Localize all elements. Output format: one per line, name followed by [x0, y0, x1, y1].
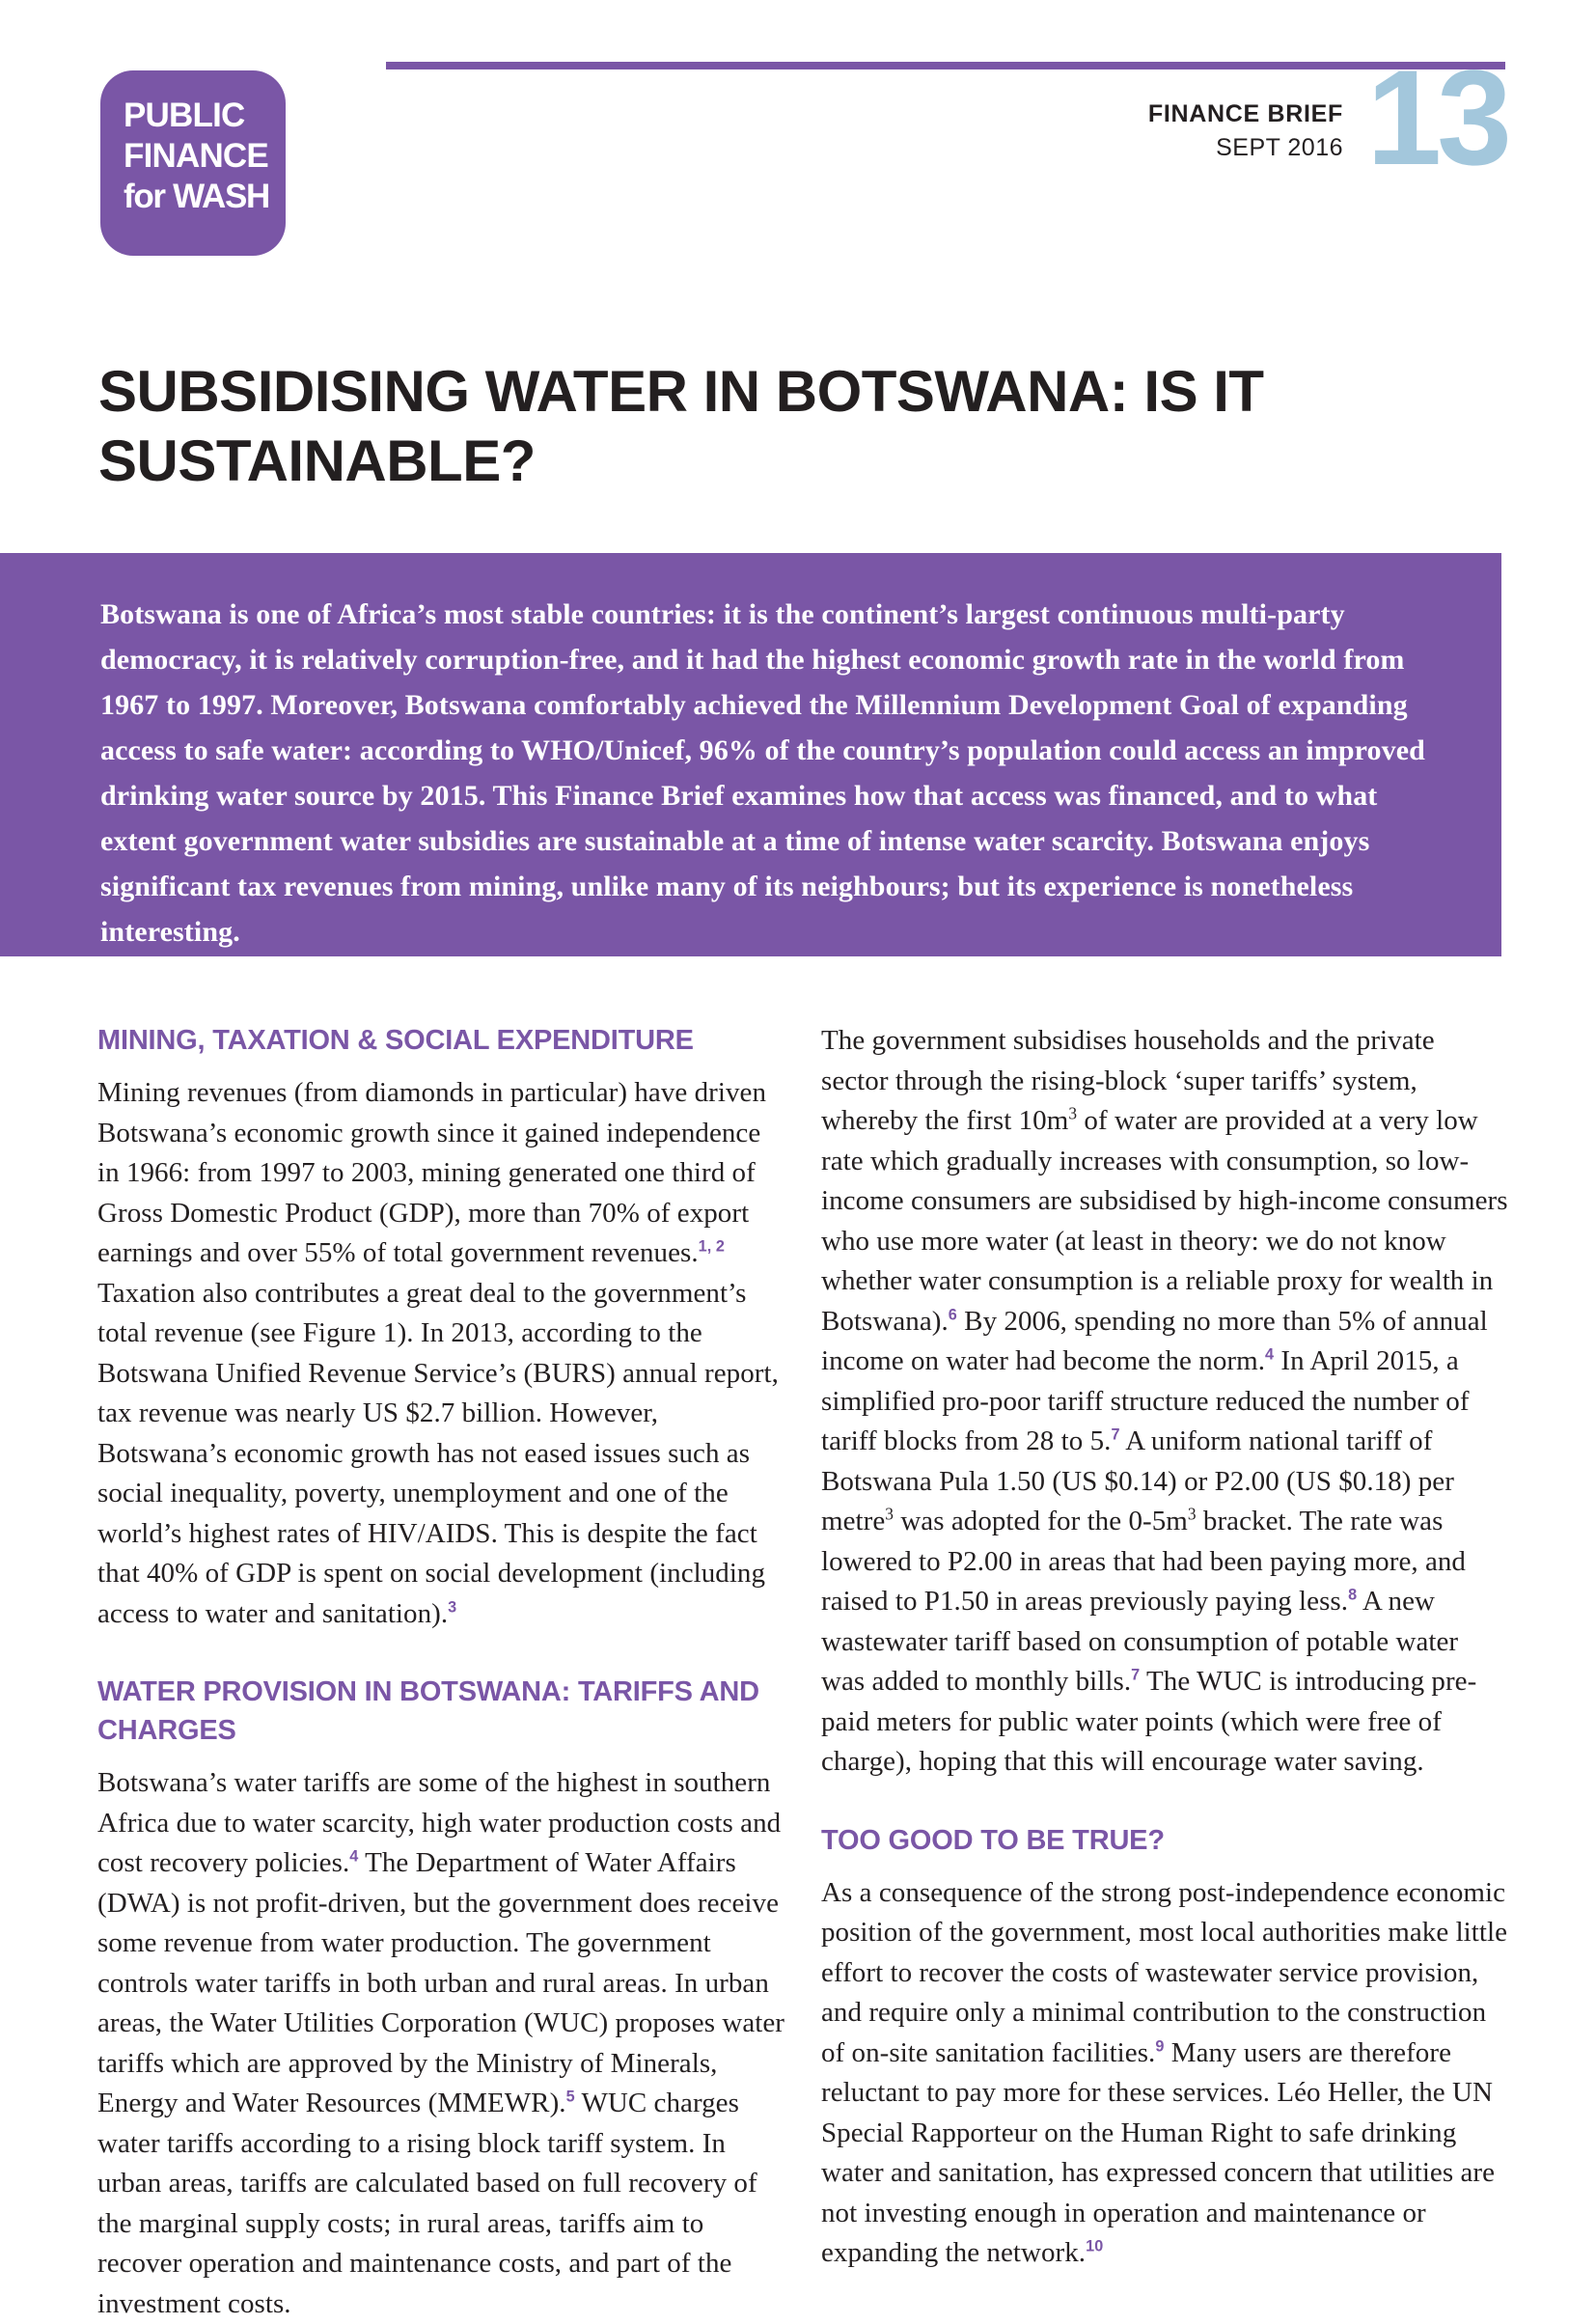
logo-line-public: PUBLIC [124, 97, 245, 134]
reference-marker[interactable]: 10 [1086, 2237, 1104, 2255]
abstract-band [0, 553, 1501, 956]
paragraph-text: Taxation also contributes a great deal to the government’s total revenue (see Figure 1). In 2013, according to the Botswana Unified Revenue Service’s (BURS) annual report, tax revenue was nearly US $2.7 billion. However, Botswana’s economic growth has not eased issues such as social inequality, poverty, unemployment and one of the world’s highest rates of HIV/AIDS. This is despite the fact that 40% of GDP is spent on social development (including access to water and sanitation). [97, 1277, 779, 1629]
paragraph-text: By 2006, spending no more than 5% of annual income on water had become the norm. [821, 1305, 1488, 1376]
paragraph-text: The government subsidises households and the private sector through the rising-block ‘super tariffs’ system, whereby the first 10m [821, 1025, 1435, 1136]
abstract-text: Botswana is one of Africa’s most stable countries: it is the continent’s largest continuous multi-party democracy, it is relatively corruption-free, and it had the highest economic growth rate in the world from 1967 to 1997. Moreover, Botswana comfortably achieved the Millennium Development Goal of expanding access to safe water: according to WHO/Unicef, 96% of the country’s population could access an improved drinking water source by 2015. This Finance Brief examines how that access was financed, and to what extent government water subsidies are sustainable at a time of intense water scarcity. Botswana enjoys significant tax revenues from mining, unlike many of its neighbours; but its experience is nonetheless interesting. [100, 598, 1425, 948]
reference-marker[interactable]: 4 [349, 1847, 359, 1866]
section-heading-mining-taxation-social-expenditure: MINING, TAXATION & SOCIAL EXPENDITURE [97, 1025, 694, 1056]
brief-label: FINANCE BRIEF [1147, 100, 1343, 127]
brief-meta [1148, 99, 1343, 162]
paragraph-text: As a consequence of the strong post-independence economic position of the government, most local authorities make little effort to recover the costs of wastewater service provision, and require only a minimal contribution to the construction of on-site sanitation facilities. [821, 1876, 1508, 2068]
page-header [0, 0, 1596, 494]
paragraph-text: In April 2015, a simplified pro-poor tariff structure reduced the number of tariff blocks from 28 to 5. [821, 1345, 1470, 1456]
paragraph-water-tariffs [97, 1763, 784, 2324]
reference-marker[interactable]: 3 [448, 1597, 457, 1616]
paragraph-text: bracket. The rate was lowered to P2.00 in areas that had been paying more, and raised to P1.50 in areas previously paying less. [821, 1506, 1466, 1617]
paragraph-text: was adopted for the 0-5m [894, 1506, 1188, 1536]
reference-marker[interactable]: 6 [948, 1305, 957, 1323]
paragraph-cost-recovery [821, 1873, 1508, 2274]
section-heading-water-provision-tariffs-charges: WATER PROVISION IN BOTSWANA: TARIFFS AND CHARGES [97, 1676, 759, 1746]
cubic-metre-exponent: 3 [1187, 1504, 1197, 1524]
reference-marker[interactable]: 1, 2 [698, 1237, 725, 1256]
paragraph-text: WUC charges water tariffs according to a rising block tariff system. In urban areas, tariffs are calculated based on full recovery of the marginal supply costs; in rural areas, tariffs aim to recover operation and maintenance costs, and part of the investment costs. [97, 2088, 757, 2319]
paragraph-government-subsidies [821, 1021, 1508, 1783]
paragraph-text: A new wastewater tariff based on consumption of potable water was added to monthly bills. [821, 1586, 1459, 1697]
paragraph-text: of water are provided at a very low rate which gradually increases with consumption, so low-income consumers are subsidised by high-income consumers who use more water (at least in theory: we do not know whether water consumption is a reliable proxy for wealth in Botswana). [821, 1105, 1508, 1337]
right-column [821, 1021, 1508, 2274]
page-title: SUBSIDISING WATER IN BOTSWANA: IS IT SUSTAINABLE? [98, 359, 1264, 494]
reference-marker[interactable]: 4 [1265, 1345, 1275, 1364]
logo-line-for-wash: for WASH [124, 178, 269, 215]
paragraph-text: Botswana’s water tariffs are some of the highest in southern Africa due to water scarcity, high water production costs and cost recovery policies. [97, 1767, 782, 1878]
reference-marker[interactable]: 7 [1131, 1666, 1141, 1684]
public-finance-for-wash-logo [100, 70, 286, 256]
cubic-metre-exponent: 3 [885, 1504, 894, 1524]
brief-number: 13 [1366, 42, 1507, 193]
paragraph-text: A uniform national tariff of Botswana Pula 1.50 (US $0.14) or P2.00 (US $0.18) per metre [821, 1425, 1454, 1536]
reference-marker[interactable]: 9 [1155, 2036, 1165, 2055]
reference-marker[interactable]: 8 [1348, 1586, 1358, 1604]
paragraph-mining-revenues [97, 1073, 784, 1634]
paragraph-text: Mining revenues (from diamonds in particular) have driven Botswana’s economic growth since it gained independence in 1966: from 1997 to 2003, mining generated one third of Gross Domestic Product (GDP), more than 70% of export earnings and over 55% of total government revenues. [97, 1077, 767, 1268]
logo-line-finance: FINANCE [124, 137, 268, 175]
cubic-metre-exponent: 3 [1068, 1103, 1078, 1123]
section-heading-too-good-to-be-true: TOO GOOD TO BE TRUE? [821, 1824, 1165, 1856]
paragraph-text: The WUC is introducing pre-paid meters for public water points (which were free of charge), hoping that this will encourage water saving. [821, 1666, 1477, 1777]
brief-date: SEPT 2016 [1216, 133, 1343, 161]
left-column [97, 1021, 784, 2324]
paragraph-text: Many users are therefore reluctant to pay more for these services. Léo Heller, the UN Special Rapporteur on the Human Right to safe drinking water and sanitation, has expressed concern that utilities are not investing enough in operation and maintenance or expanding the network. [821, 2036, 1496, 2268]
reference-marker[interactable]: 7 [1111, 1425, 1120, 1444]
header-rule-divider [386, 62, 1505, 69]
reference-marker[interactable]: 5 [565, 2088, 575, 2106]
paragraph-text: The Department of Water Affairs (DWA) is not profit-driven, but the government does receive some revenue from water production. The government controls water tariffs in both urban and rural areas. In urban areas, the Water Utilities Corporation (WUC) proposes water tariffs which are approved by the Ministry of Minerals, Energy and Water Resources (MMEWR). [97, 1847, 784, 2118]
